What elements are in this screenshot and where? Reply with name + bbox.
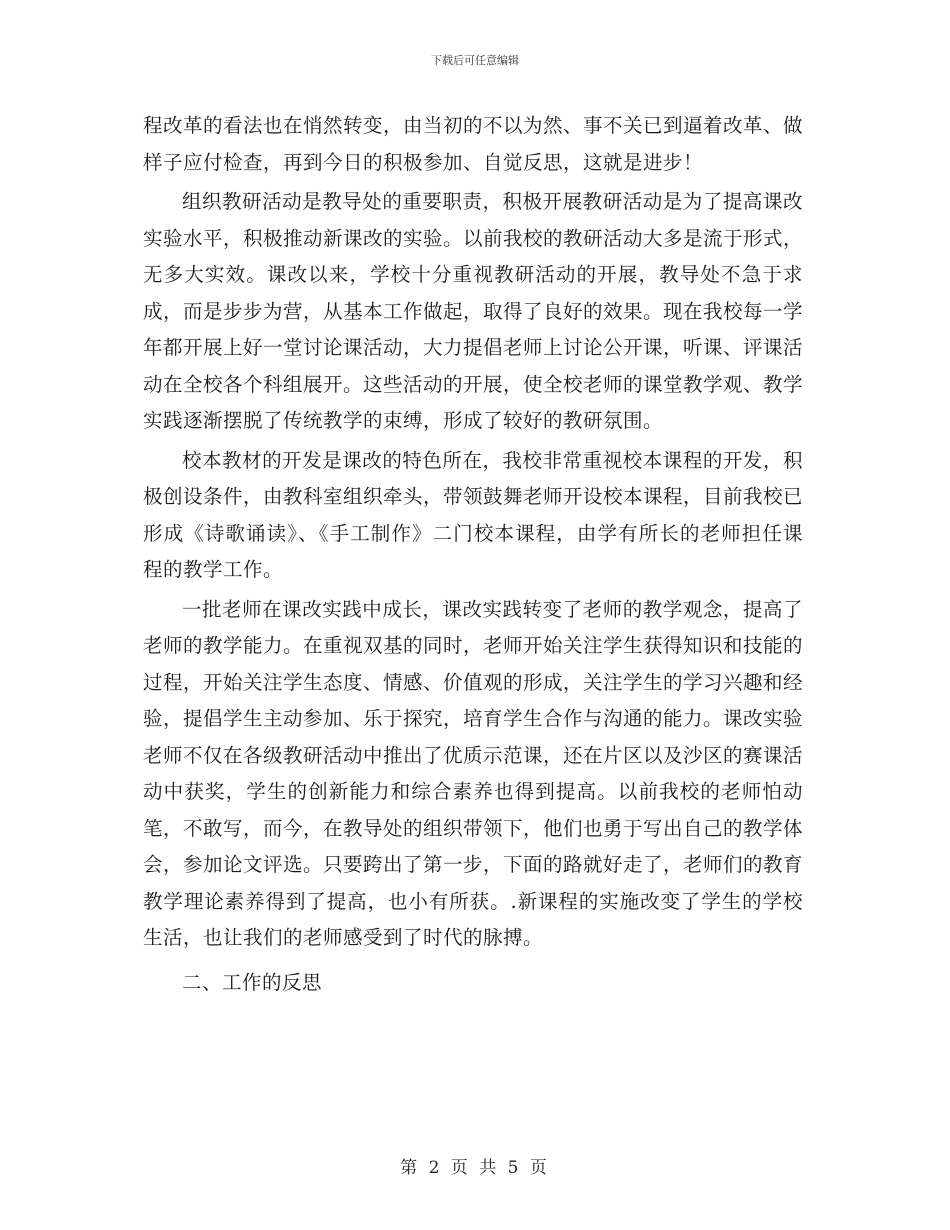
paragraph-school-curriculum: 校本教材的开发是课改的特色所在，我校非常重视校本课程的开发，积极创设条件，由教科室组织牵头，带领鼓舞老师开设校本课程，目前我校已形成《诗歌诵读》、《手工制作》二门校本课程，由学有所长的老师担任课程的教学工作。 [143, 448, 804, 581]
paragraph-teacher-growth: 一批老师在课改实践中成长，课改实践转变了老师的教学观念，提高了老师的教学能力。在重视双基的同时，老师开始关注学生获得知识和技能的过程，开始关注学生态度、情感、价值观的形成，关注学生的学习兴趣和经验，提倡学生主动参加、乐于探究，培育学生合作与沟通的能力。课改实验老师不仅在各级教研活动中推出了优质示范课，还在片区以及沙区的赛课活动中获奖，学生的创新能力和综合素养也得到提高。以前我校的老师怕动笔，不敢写，而今，在教导处的组织带领下，他们也勇于写出自己的教学体会，参加论文评选。只要跨出了第一步，下面的路就好走了，老师们的教育教学理论素养得到了提高，也小有所获。.新课程的实施改变了学生的学校生活，也让我们的老师感受到了时代的脉搏。 [143, 597, 804, 949]
paragraph-continuation: 程改革的看法也在悄然转变，由当初的不以为然、事不关已到逼着改革、做样子应付检查，再到今日的积极参加、自觉反思，这就是进步！ [143, 114, 804, 174]
page-header: 下载后可任意编辑 [431, 54, 519, 67]
document-body [143, 108, 803, 1001]
paragraph-teaching-research: 组织教研活动是教导处的重要职责，积极开展教研活动是为了提高课改实验水平，积极推动新课改的实验。以前我校的教研活动大多是流于形式，无多大实效。课改以来，学校十分重视教研活动的开展，教导处不急于求成，而是步步为营，从基本工作做起，取得了良好的效果。现在我校每一学年都开展上好一堂讨论课活动，大力提倡老师上讨论公开课，听课、评课活动在全校各个科组展开。这些活动的开展，使全校老师的课堂教学观、教学实践逐渐摆脱了传统教学的束缚，形成了较好的教研氛围。 [143, 190, 804, 432]
page-footer: 第 2 页 共 5 页 [400, 1158, 550, 1178]
section-heading: 二、工作的反思 [182, 970, 323, 994]
